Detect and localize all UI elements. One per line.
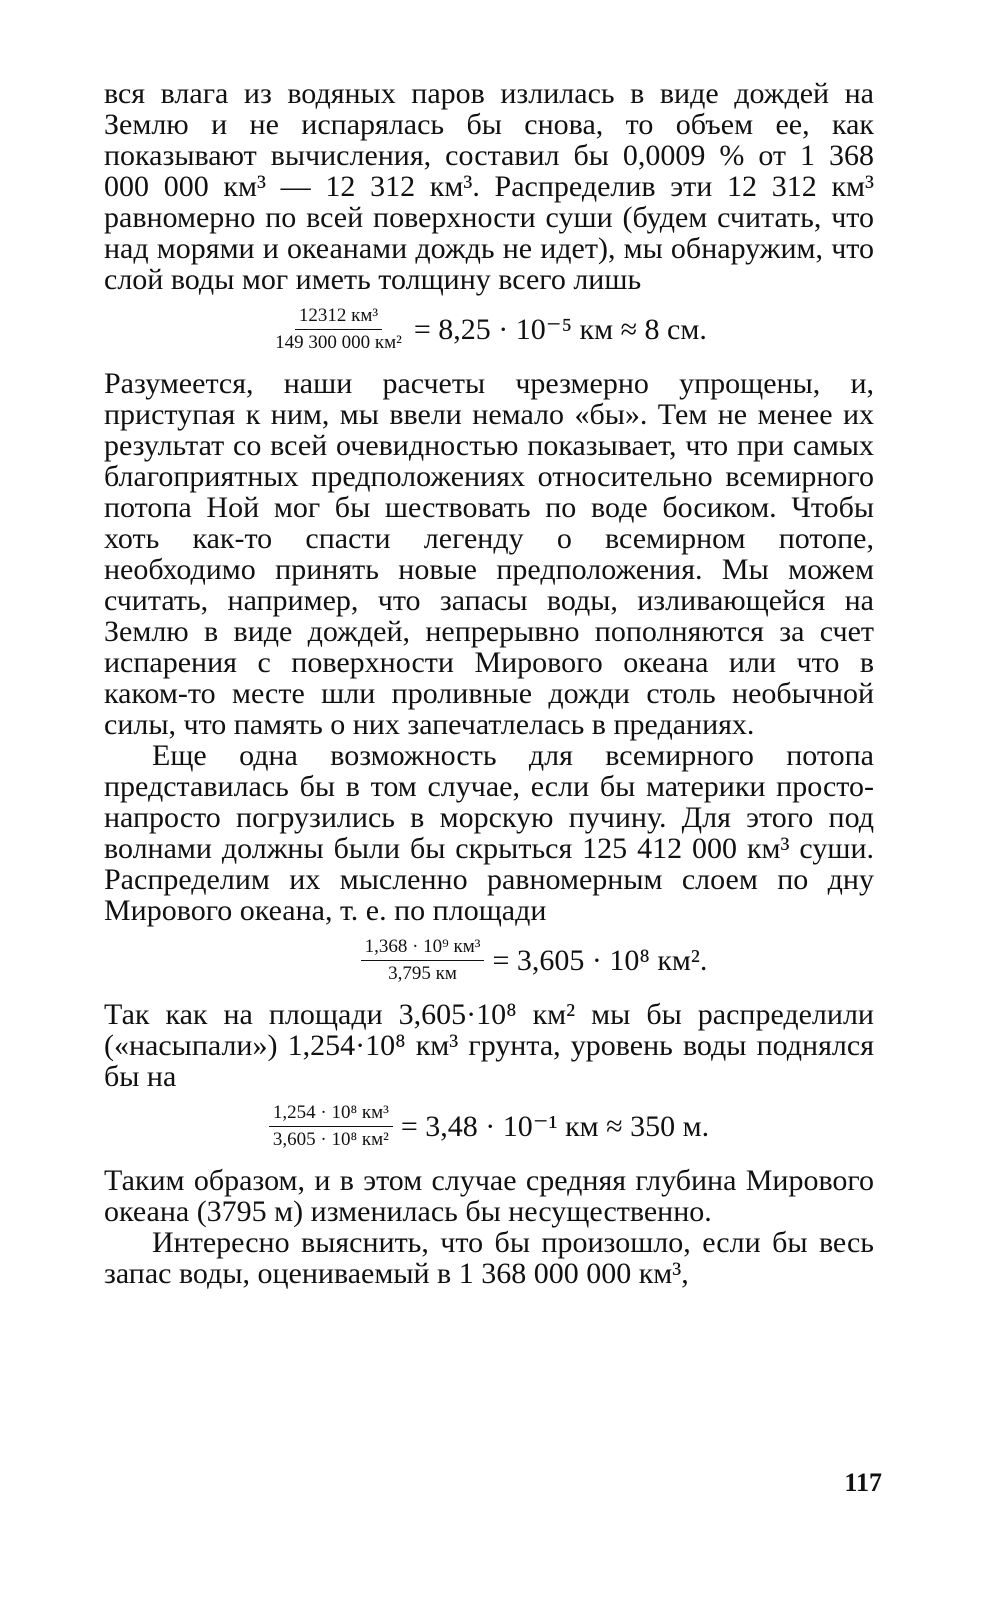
fraction	[269, 1102, 393, 1151]
formula-rain-layer	[104, 305, 874, 354]
fraction-denominator: 149 300 000 км²	[275, 332, 402, 353]
page-body	[104, 78, 874, 1289]
fraction-denominator: 3,795 км	[388, 963, 457, 984]
page-number: 117	[844, 1468, 882, 1497]
paragraph-3: Еще одна возможность для всемирного потопа представилась бы в том случае, если бы материки просто-напросто погрузились в морскую пучину. Для этого под волнами должны были бы скрыться 125 412 000 км³ суши. Распределим их мысленно равномерным слоем по дну Мирового океана, т. е. по площади	[104, 739, 874, 927]
paragraph-2: Разумеется, наши расчеты чрезмерно упрощены, и, приступая к ним, мы ввели немало «бы». Тем не менее их результат со всей очевидностью показывает, что при самых благоприятных предположениях относительно всемирного потопа Ной мог бы шествовать по воде босиком. Чтобы хоть как-то спасти легенду о всемирном потопе, необходимо принять новые предположения. Мы можем считать, например, что запасы воды, изливающейся на Землю в виде дождей, непрерывно пополняются за счет испарения с поверхности Мирового океана или что в каком-то месте шли проливные дожди столь необычной силы, что память о них запечатлелась в преданиях.	[104, 367, 874, 741]
formula-result: = 8,25 · 10⁻⁵ км ≈ 8 см.	[413, 313, 707, 346]
formula-result: = 3,48 · 10⁻¹ км ≈ 350 м.	[400, 1110, 710, 1143]
fraction-numerator: 1,368 · 10⁹ км³	[361, 936, 485, 961]
formula-ocean-area	[104, 936, 874, 985]
fraction-denominator: 3,605 · 10⁸ км²	[272, 1129, 389, 1150]
fraction	[361, 936, 485, 985]
fraction-numerator: 12312 км³	[295, 305, 382, 330]
paragraph-5: Таким образом, и в этом случае средняя глубина Мирового океана (3795 м) изменилась бы несущественно.	[104, 1164, 874, 1228]
formula-water-rise	[104, 1102, 874, 1151]
paragraph-6: Интересно выяснить, что бы произошло, если бы весь запас воды, оцениваемый в 1 368 000 000 км³,	[104, 1226, 874, 1290]
formula-result: = 3,605 · 10⁸ км².	[492, 944, 708, 977]
paragraph-1: вся влага из водяных паров излилась в виде дождей на Землю и не испарялась бы снова, то объем ее, как показывают вычисления, составил бы 0,0009 % от 1 368 000 000 км³ — 12 312 км³. Распределив эти 12 312 км³ равномерно по всей поверхности суши (будем считать, что над морями и океанами дождь не идет), мы обнаружим, что слой воды мог иметь толщину всего лишь	[104, 77, 874, 296]
fraction-numerator: 1,254 · 10⁸ км³	[269, 1102, 393, 1127]
paragraph-4: Так как на площади 3,605·10⁸ км² мы бы распределили («насыпали») 1,254·10⁸ км³ грунта, уровень воды поднялся бы на	[104, 998, 874, 1093]
fraction	[271, 305, 406, 354]
